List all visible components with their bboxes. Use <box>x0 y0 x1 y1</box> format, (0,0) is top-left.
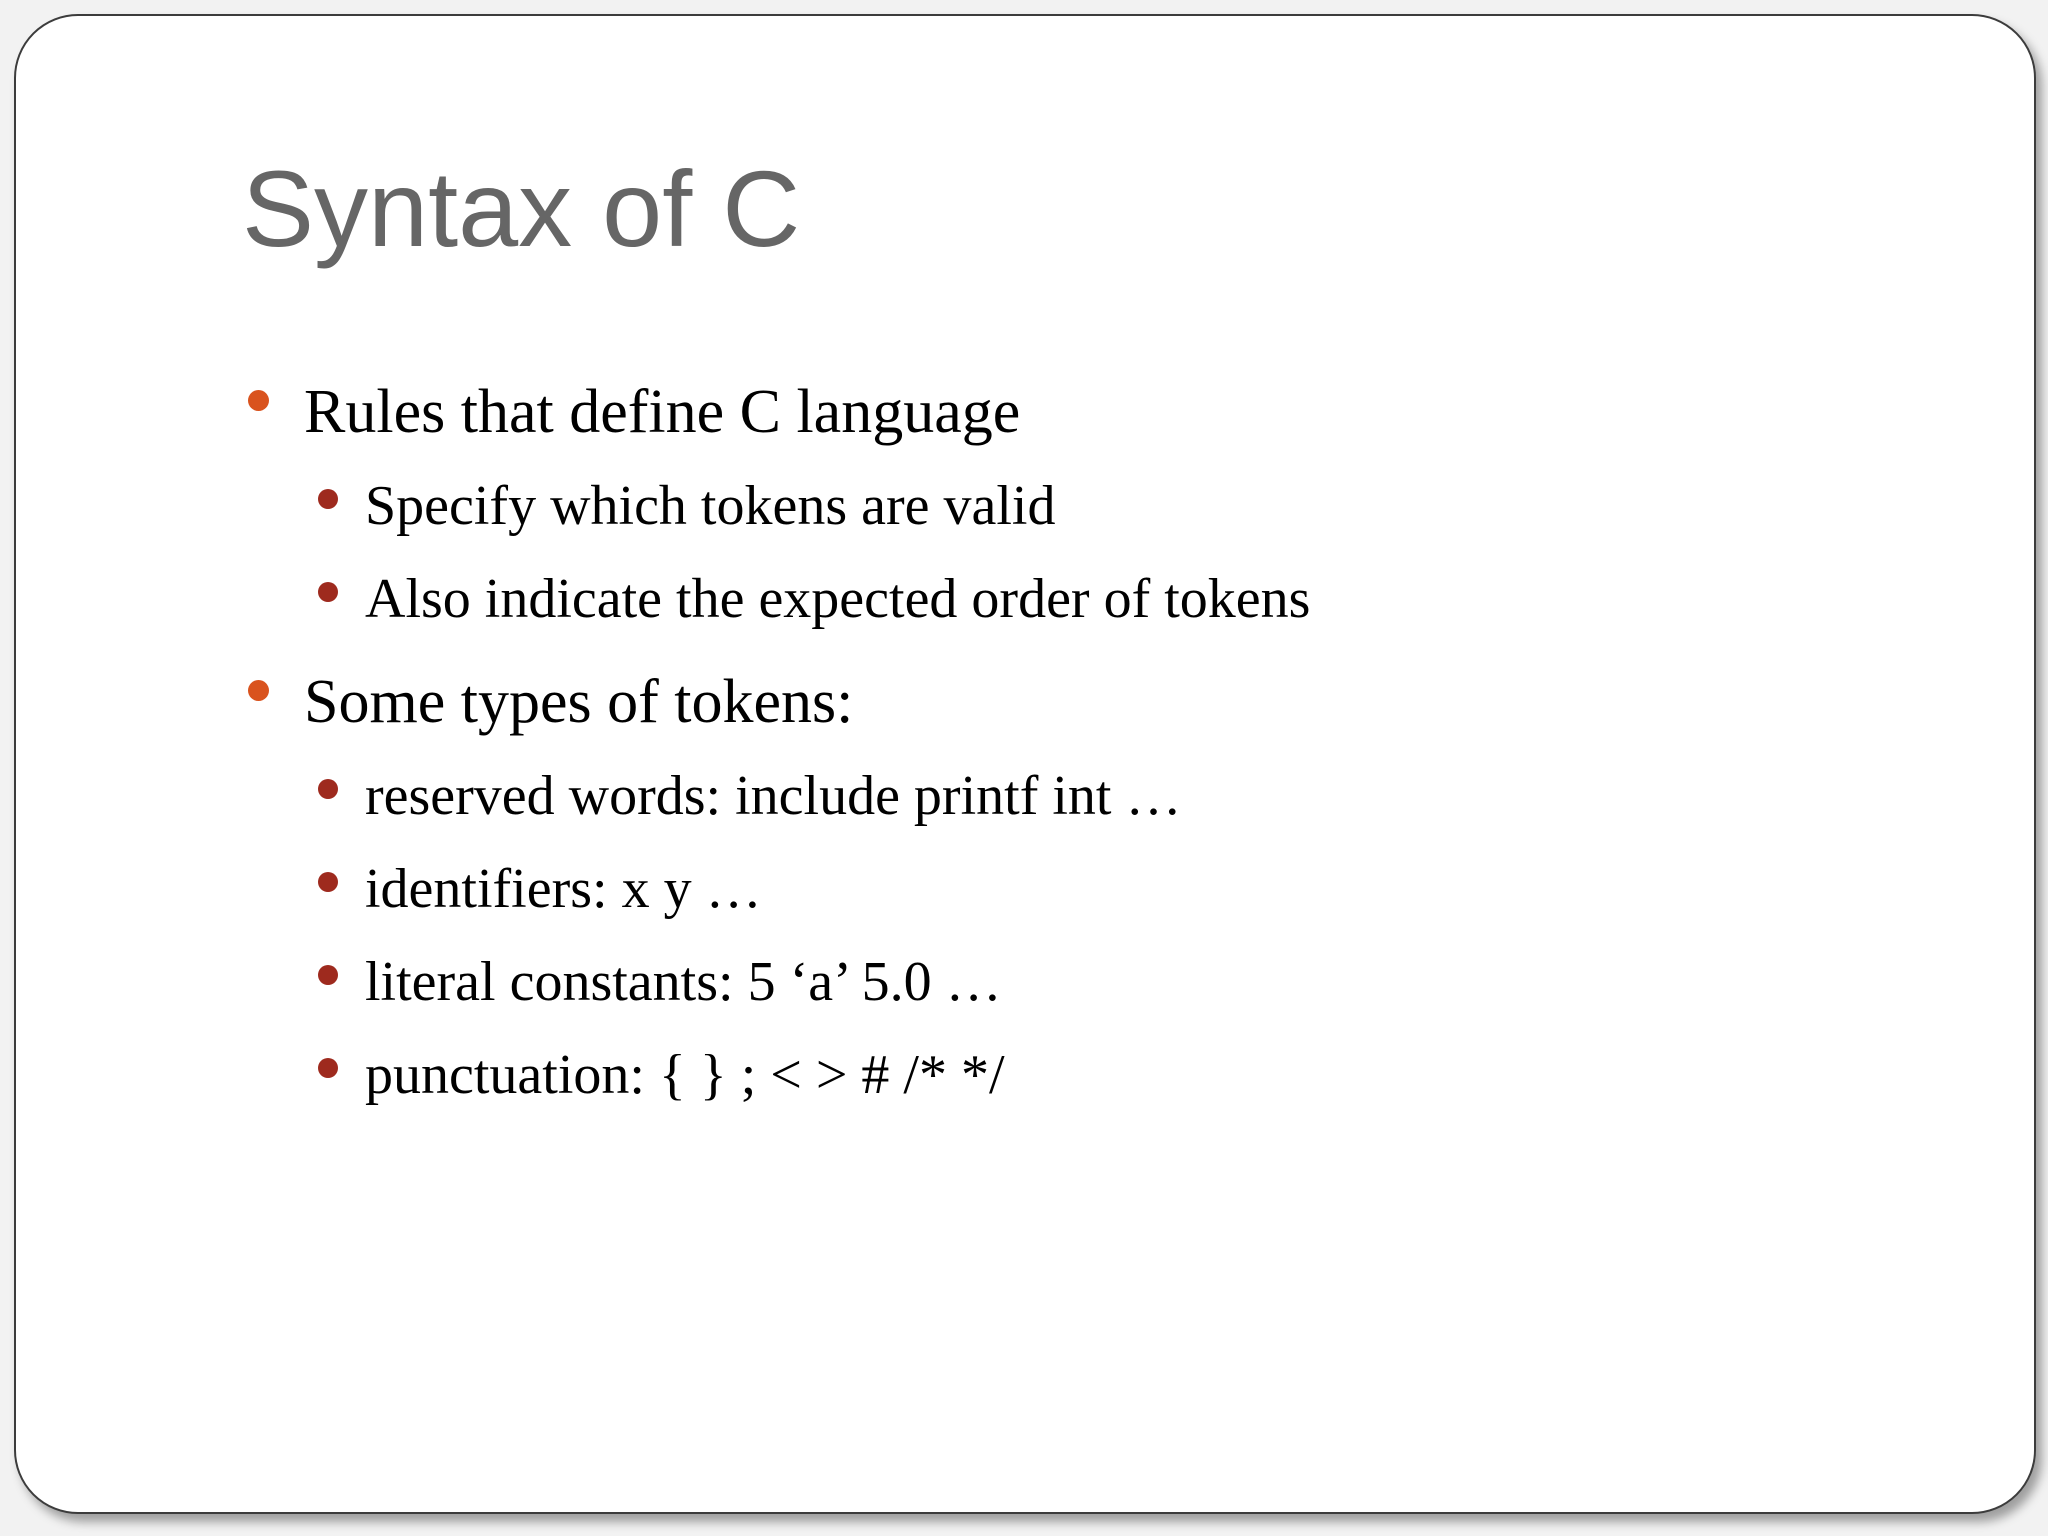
sub-bullet-item <box>242 1029 1942 1122</box>
slide-title: Syntax of C <box>242 148 801 269</box>
sub-bullet-text: identifiers: x y … <box>365 858 762 920</box>
bullet-dot-icon <box>248 390 269 411</box>
bullet-dot-icon <box>318 1058 338 1078</box>
sub-bullet-text: reserved words: include printf int … <box>365 765 1182 827</box>
sub-bullet-item <box>242 843 1942 936</box>
bullet-dot-icon <box>318 779 338 799</box>
sub-bullet-text: punctuation: { } ; < > # /* */ <box>365 1044 1005 1106</box>
bullet-item <box>242 364 1942 460</box>
sub-bullet-item <box>242 750 1942 843</box>
bullet-dot-icon <box>318 582 338 602</box>
bullet-dot-icon <box>318 872 338 892</box>
bullet-dot-icon <box>248 680 269 701</box>
bullet-dot-icon <box>318 489 338 509</box>
bullet-list <box>242 356 1942 1122</box>
bullet-text: Some types of tokens: <box>304 668 854 736</box>
sub-bullet-text: literal constants: 5 ‘a’ 5.0 … <box>365 951 1002 1013</box>
bullet-text: Rules that define C language <box>304 378 1021 446</box>
bullet-item <box>242 654 1942 750</box>
bullet-dot-icon <box>318 965 338 985</box>
sub-bullet-item <box>242 936 1942 1029</box>
slide-frame <box>14 14 2036 1514</box>
sub-bullet-text: Also indicate the expected order of tokens <box>365 568 1311 630</box>
sub-bullet-item <box>242 553 1942 646</box>
sub-bullet-text: Specify which tokens are valid <box>365 475 1056 537</box>
sub-bullet-item <box>242 460 1942 553</box>
